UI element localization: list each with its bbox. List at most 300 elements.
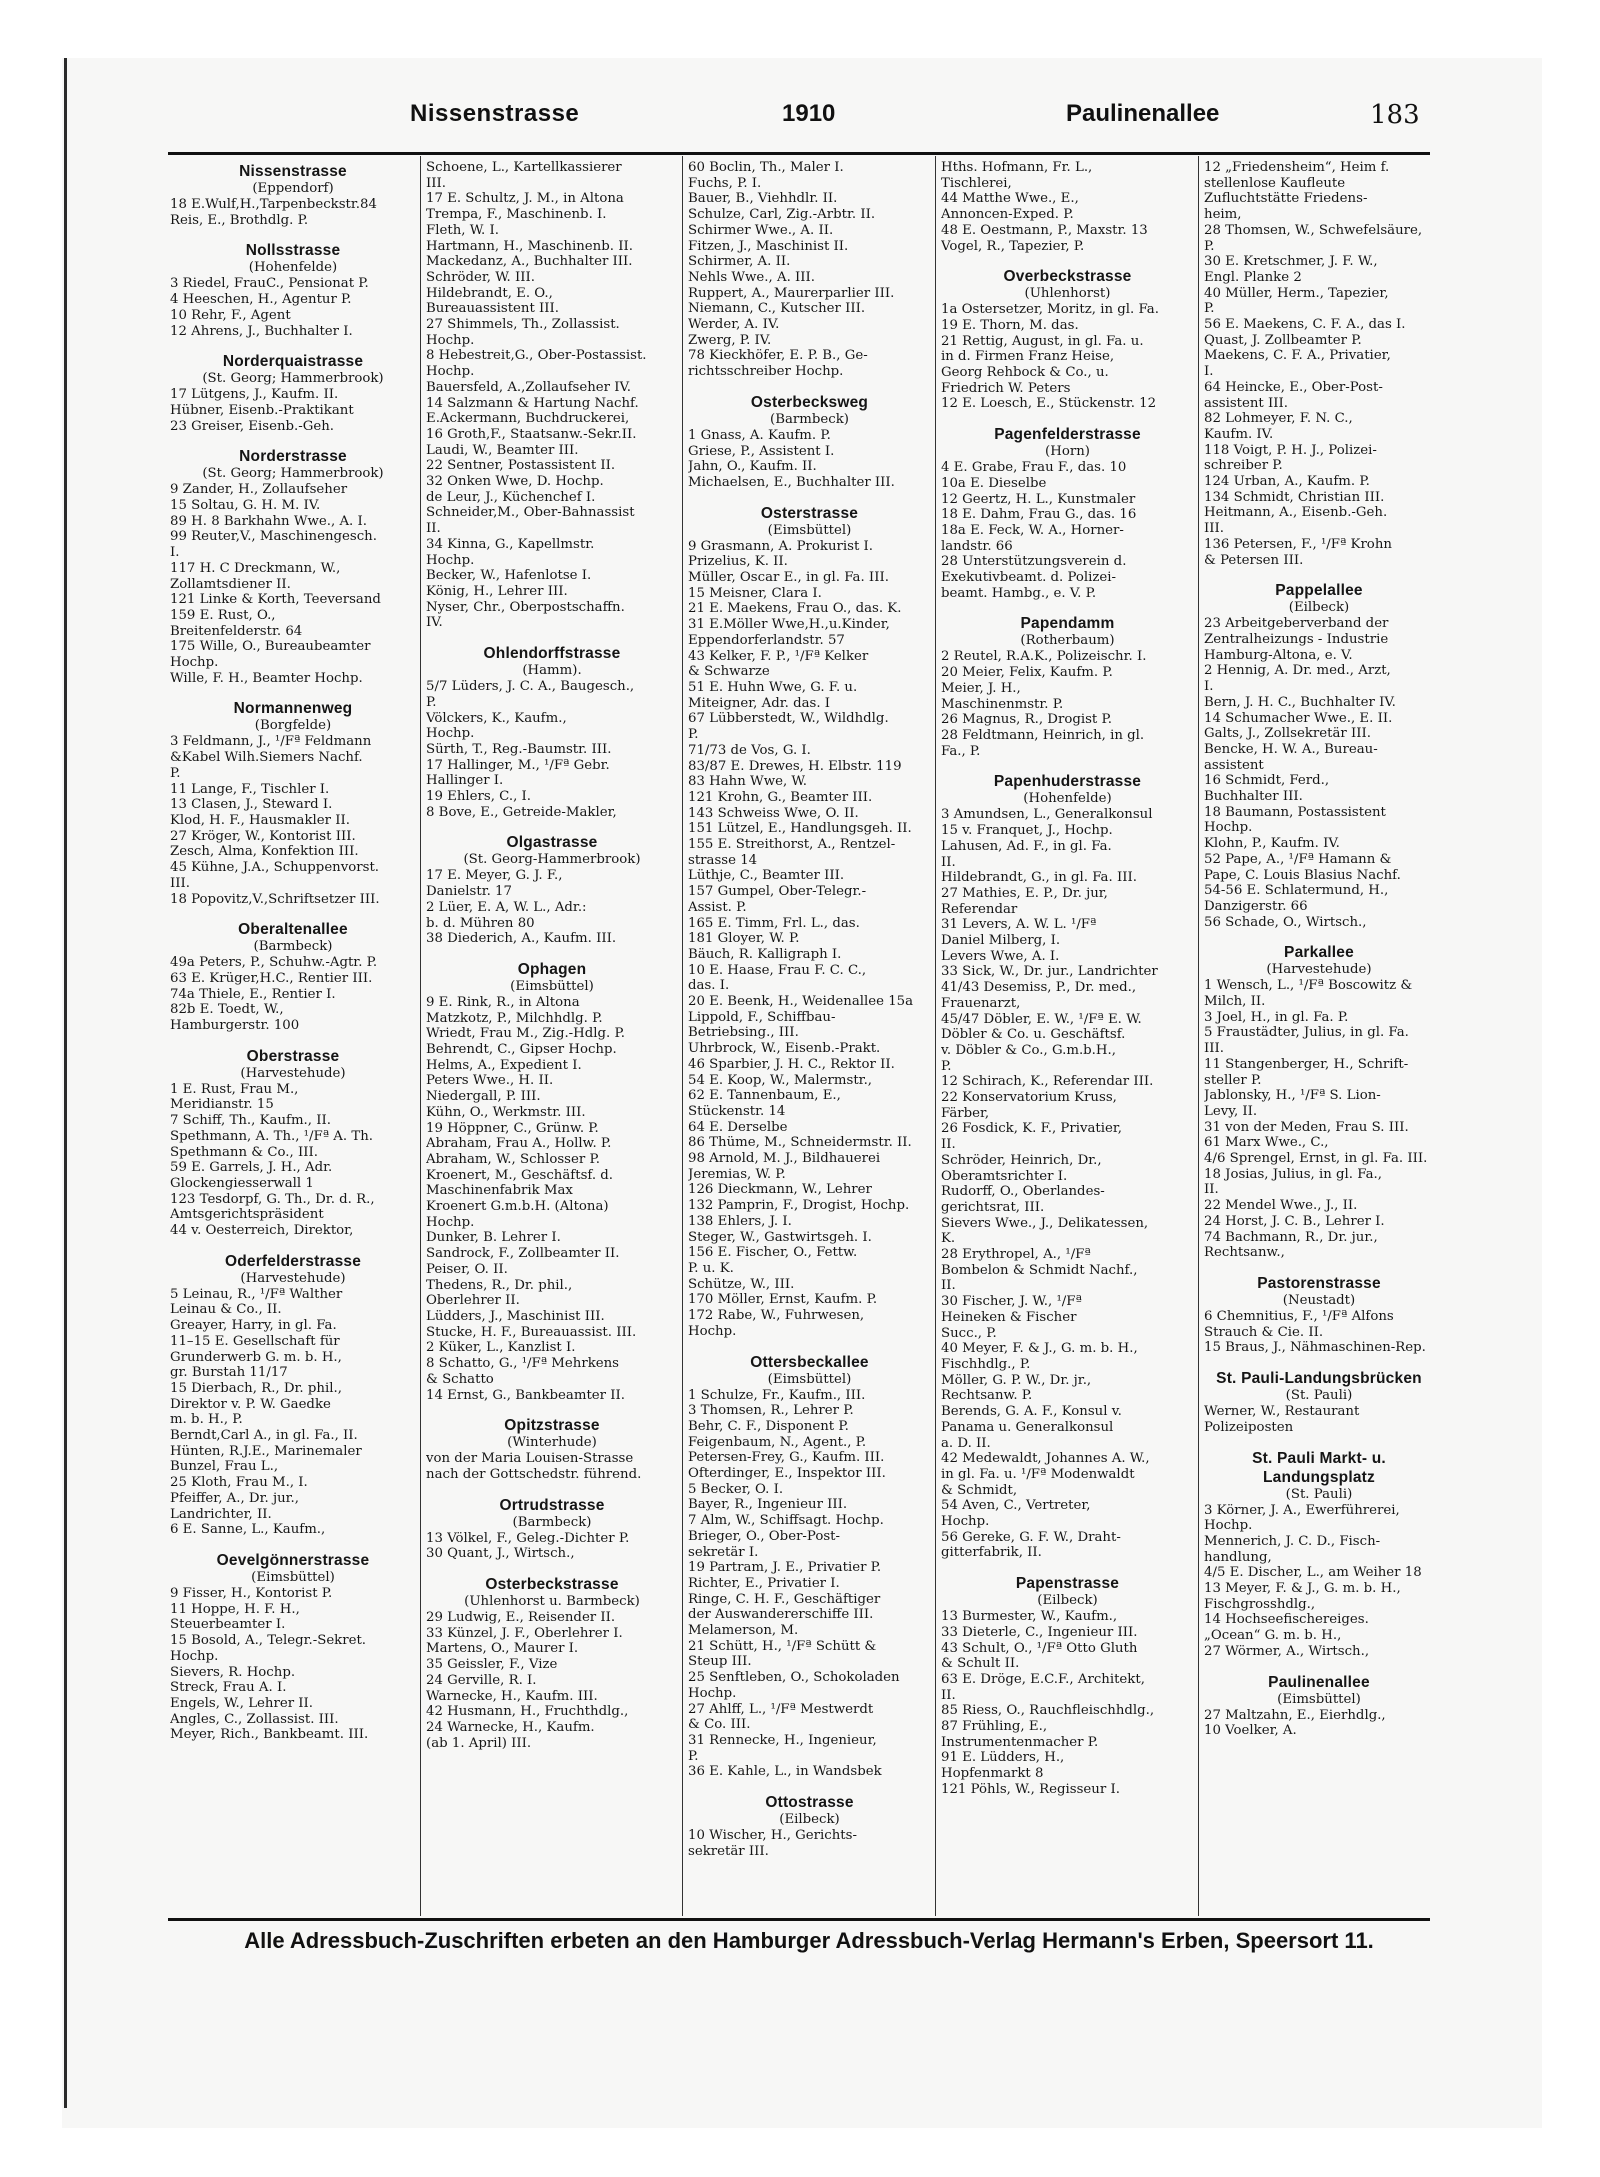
resident-entry: Hallinger I. [426, 773, 504, 789]
resident-entry: Feigenbaum, N., Agent., P. [688, 1434, 867, 1450]
resident-entry: 44 Matthe Wwe., E., [941, 191, 1079, 207]
resident-entry: Pape, C. Louis Blasius Nachf. [1204, 867, 1401, 883]
resident-entry: 9 E. Rink, R., in Altona [426, 994, 580, 1010]
resident-entry: König, H., Lehrer III. [426, 583, 568, 599]
district-label: (Winterhude) [507, 1435, 597, 1451]
resident-entry: Steuerbeamter I. [170, 1617, 286, 1633]
resident-entry: Glockengiesserwall 1 [170, 1175, 314, 1191]
resident-entry: Hartmann, H., Maschinenb. II. [426, 238, 633, 254]
resident-entry: 52 Pape, A., ¹/Fª Hamann & [1204, 851, 1392, 867]
resident-entry: Michaelsen, E., Buchhalter III. [688, 474, 895, 490]
resident-entry: 17 E. Meyer, G. J. F., [426, 868, 563, 884]
district-label: (Eppendorf) [252, 181, 334, 196]
resident-entry: Meridianstr. 15 [170, 1097, 274, 1113]
resident-entry: 12 Ahrens, J., Buchhalter I. [170, 323, 353, 339]
resident-entry: P. [941, 1058, 952, 1074]
resident-entry: 18 Josias, Julius, in gl. Fa., [1204, 1166, 1382, 1182]
resident-entry: Danzigerstr. 66 [1204, 898, 1308, 914]
running-head-left: Nissenstrasse [410, 100, 580, 127]
district-label: (Eilbeck) [779, 1812, 840, 1828]
resident-entry: 2 Lüer, E. A, W. L., Adr.: [426, 899, 587, 915]
resident-entry: 2 Reutel, R.A.K., Polizeischr. I. [941, 649, 1147, 665]
resident-entry: Quast, J. Zollbeamter P. [1204, 332, 1362, 348]
resident-entry: 8 Hebestreit,G., Ober-Postassist. [426, 348, 647, 364]
resident-entry: 11 Lange, F., Tischler I. [170, 781, 330, 797]
resident-entry: 40 Meyer, F. & J., G. m. b. H., [941, 1341, 1138, 1357]
resident-entry: Engels, W., Lehrer II. [170, 1695, 314, 1711]
resident-entry: 41/43 Desemiss, P., Dr. med., [941, 980, 1137, 996]
resident-entry: 28 Thomsen, W., Schwefelsäure, [1204, 222, 1423, 238]
resident-entry: Meyer, Rich., Bankbeamt. III. [170, 1727, 369, 1743]
resident-entry: 5 Becker, O. I. [688, 1481, 784, 1497]
resident-entry: Trempa, F., Maschinenb. I. [426, 207, 607, 223]
running-head-right: Paulinenallee [1066, 100, 1220, 127]
resident-entry: & Schwarze [688, 664, 770, 680]
resident-entry: 8 Bove, E., Getreide-Makler, [426, 804, 617, 820]
street-heading: Pappelallee [1275, 582, 1363, 600]
resident-entry: 28 Unterstützungsverein d. [941, 554, 1127, 570]
resident-entry: 11–15 E. Gesellschaft für [170, 1333, 340, 1349]
resident-entry: 64 Heincke, E., Ober-Post- [1204, 379, 1383, 395]
resident-entry: 33 Sick, W., Dr. jur., Landrichter [941, 964, 1158, 980]
resident-entry: 15 Dierbach, R., Dr. phil., [170, 1380, 342, 1396]
resident-entry: Polizeiposten [1204, 1419, 1294, 1435]
resident-entry: 31 Levers, A. W. L. ¹/Fª [941, 917, 1097, 933]
district-label: (Harvestehude) [240, 1065, 346, 1081]
resident-entry: Abraham, W., Schlosser P. [426, 1151, 600, 1167]
resident-entry: Thedens, R., Dr. phil., [426, 1277, 573, 1293]
resident-entry: 40 Müller, Herm., Tapezier, [1204, 285, 1389, 301]
resident-entry: 4/6 Sprengel, Ernst, in gl. Fa. III. [1204, 1151, 1428, 1167]
resident-entry: 67 Lübberstedt, W., Wildhdlg. [688, 711, 889, 727]
resident-entry: Hochp. [426, 726, 475, 742]
resident-entry: 29 Ludwig, E., Reisender II. [426, 1610, 616, 1626]
resident-entry: 74 Bachmann, R., Dr. jur., [1204, 1229, 1378, 1245]
resident-entry: 7 Alm, W., Schiffsagt. Hochp. [688, 1513, 884, 1529]
resident-entry: Heineken & Fischer [941, 1309, 1077, 1325]
resident-entry: Zwerg, P. IV. [688, 332, 772, 348]
resident-entry: das. I. [688, 978, 730, 994]
resident-entry: Hochp. [688, 1323, 737, 1339]
resident-entry: E.Ackermann, Buchdruckerei, [426, 411, 630, 427]
header-rule [168, 152, 1430, 155]
resident-entry: II. [941, 1137, 956, 1153]
resident-entry: 18 Baumann, Postassistent [1204, 804, 1386, 820]
district-label: (Eimsbüttel) [767, 522, 852, 538]
street-heading: Ottersbeckallee [750, 1353, 869, 1371]
street-heading: Papenstrasse [1015, 1575, 1120, 1593]
resident-entry: Schulze, Carl, Zig.-Arbtr. II. [688, 207, 876, 223]
resident-entry: 134 Schmidt, Christian III. [1204, 489, 1385, 505]
resident-entry: de Leur, J., Küchenchef I. [426, 489, 596, 505]
resident-entry: Fuchs, P. I. [688, 175, 762, 191]
resident-entry: Stückenstr. 14 [688, 1103, 786, 1119]
resident-entry: 59 E. Garrels, J. H., Adr. [170, 1160, 333, 1176]
resident-entry: 136 Petersen, F., ¹/Fª Krohn [1204, 536, 1392, 552]
resident-entry: 45 Kühne, J.A., Schuppenvorst. [170, 860, 380, 876]
resident-entry: 27 Wörmer, A., Wirtsch., [1204, 1643, 1370, 1659]
resident-entry: Bäuch, R. Kalligraph I. [688, 946, 842, 962]
resident-entry: Ringe, C. H. F., Geschäftiger [688, 1591, 881, 1607]
resident-entry: III. [1204, 1041, 1224, 1057]
resident-entry: Zentralheizungs - Industrie [1204, 631, 1389, 647]
street-heading: Ophagen [517, 960, 587, 978]
resident-entry: & Petersen III. [1204, 552, 1304, 568]
resident-entry: I. [170, 545, 180, 561]
resident-entry: Hildebrandt, E. O., [426, 285, 553, 301]
district-label: (Eimsbüttel) [1277, 1691, 1361, 1707]
resident-entry: 22 Mendel Wwe., J., II. [1204, 1198, 1358, 1214]
directory-column-5 [1204, 160, 1434, 1916]
resident-entry: 33 Künzel, J. F., Oberlehrer I. [426, 1625, 623, 1641]
resident-entry: 32 Onken Wwe, D. Hochp. [426, 474, 604, 490]
resident-entry: 74a Thiele, E., Rentier I. [170, 986, 336, 1002]
resident-entry: 43 Schult, O., ¹/Fª Otto Gluth [941, 1640, 1138, 1656]
resident-entry: Referendar [941, 901, 1018, 917]
resident-entry: Engl. Planke 2 [1204, 269, 1302, 285]
resident-entry: 45/47 Döbler, E. W., ¹/Fª E. W. [941, 1011, 1142, 1027]
directory-column-4 [941, 160, 1194, 1916]
resident-entry: P. [426, 694, 437, 710]
resident-entry: P. [1204, 238, 1215, 254]
resident-entry: 21 Schütt, H., ¹/Fª Schütt & [688, 1638, 877, 1654]
resident-entry: II. [941, 1687, 956, 1703]
resident-entry: Fleth, W. I. [426, 222, 499, 238]
resident-entry: 63 E. Krüger,H.C., Rentier III. [170, 970, 373, 986]
resident-entry: Becker, W., Hafenlotse I. [426, 568, 592, 584]
resident-entry: 143 Schweiss Wwe, O. II. [688, 805, 859, 821]
resident-entry: m. b. H., P. [170, 1412, 243, 1428]
resident-entry: Wille, F. H., Beamter Hochp. [170, 670, 363, 686]
district-label: (Hohenfelde) [248, 260, 338, 276]
resident-entry: 78 Kieckhöfer, E. P. B., Ge- [688, 348, 868, 364]
resident-entry: & Schult II. [941, 1656, 1020, 1672]
district-label: (St. Georg; Hammerbrook) [202, 466, 384, 482]
resident-entry: 170 Möller, Ernst, Kaufm. P. [688, 1292, 878, 1308]
resident-entry: 13 Völkel, F., Geleg.-Dichter P. [426, 1530, 630, 1546]
resident-entry: Rechtsanw. P. [941, 1388, 1033, 1404]
district-label: (Rotherbaum) [1020, 633, 1115, 649]
resident-entry: Zufluchtstätte Friedens- [1204, 191, 1368, 207]
resident-entry: 181 Gloyer, W. P. [688, 931, 800, 947]
resident-entry: 12 „Friedensheim“, Heim f. [1204, 160, 1390, 175]
resident-entry: Hochp. [426, 332, 475, 348]
district-label: (Hamm). [522, 663, 582, 679]
resident-entry: Hths. Hofmann, Fr. L., [941, 160, 1093, 175]
resident-entry: Zesch, Alma, Konfektion III. [170, 844, 359, 860]
street-heading: Osterbecksweg [750, 393, 869, 411]
resident-entry: (ab 1. April) III. [426, 1735, 532, 1751]
resident-entry: assistent [1204, 757, 1264, 773]
running-head-year: 1910 [782, 100, 836, 127]
resident-entry: 121 Krohn, G., Beamter III. [688, 789, 873, 805]
resident-entry: Heitmann, A., Eisenb.-Geh. [1204, 505, 1388, 521]
street-heading: Ohlendorffstrasse [483, 645, 621, 663]
resident-entry: steller P. [1204, 1072, 1262, 1088]
resident-entry: Bunzel, Frau L., [170, 1459, 279, 1475]
resident-entry: 121 Linke & Korth, Teeversand [170, 592, 381, 608]
resident-entry: Buchhalter III. [1204, 789, 1303, 805]
resident-entry: 31 Rennecke, H., Ingenieur, [688, 1732, 877, 1748]
resident-entry: Hochp. [688, 1685, 737, 1701]
resident-entry: I. [1204, 679, 1214, 695]
resident-entry: Petersen-Frey, G., Kaufm. III. [688, 1450, 885, 1466]
resident-entry: 43 Kelker, F. P., ¹/Fª Kelker [688, 648, 869, 664]
resident-entry: 87 Frühling, E., [941, 1719, 1048, 1735]
resident-entry: Tischlerei, [941, 175, 1012, 191]
district-label: (Eimsbüttel) [251, 1570, 335, 1585]
resident-entry: 16 Groth,F., Staatsanw.-Sekr.II. [426, 426, 637, 442]
resident-entry: Oberamtsrichter I. [941, 1168, 1068, 1184]
resident-entry: 12 E. Loesch, E., Stückenstr. 12 [941, 396, 1157, 412]
resident-entry: 61 Marx Wwe., C., [1204, 1135, 1329, 1151]
street-heading: Papendamm [1020, 615, 1115, 633]
resident-entry: 3 Feldmann, J., ¹/Fª Feldmann [170, 734, 372, 750]
resident-entry: 155 E. Streithorst, A., Rentzel- [688, 837, 896, 853]
resident-entry: 126 Dieckmann, W., Lehrer [688, 1182, 872, 1198]
resident-entry: 14 Schumacher Wwe., E. II. [1204, 710, 1393, 726]
resident-entry: 15 Meisner, Clara I. [688, 585, 822, 601]
resident-entry: Vogel, R., Tapezier, P. [941, 238, 1085, 254]
resident-entry: 13 Burmester, W., Kaufm., [941, 1609, 1118, 1625]
resident-entry: Laudi, W., Beamter III. [426, 442, 579, 458]
resident-entry: Daniel Milberg, I. [941, 933, 1061, 949]
resident-entry: I. [1204, 364, 1214, 380]
resident-entry: strasse 14 [688, 852, 758, 868]
resident-entry: Leinau & Co., II. [170, 1302, 282, 1318]
resident-entry: 157 Gumpel, Ober-Telegr.- [688, 884, 867, 900]
resident-entry: 54 Aven, C., Vertreter, [941, 1498, 1091, 1514]
resident-entry: 31 von der Meden, Frau S. III. [1204, 1119, 1409, 1135]
resident-entry: 10 Voelker, A. [1204, 1723, 1297, 1739]
resident-entry: heim, [1204, 207, 1242, 223]
resident-entry: 27 Maltzahn, E., Eierhdlg., [1204, 1707, 1386, 1723]
resident-entry: 159 E. Rust, O., [170, 607, 276, 623]
resident-entry: 33 Dieterle, C., Ingenieur III. [941, 1624, 1138, 1640]
resident-entry: 3 Joel, H., in gl. Fa. P. [1204, 1009, 1349, 1025]
district-label: (Barmbeck) [770, 411, 849, 427]
resident-entry: 4/5 E. Discher, L., am Weiher 18 [1204, 1565, 1422, 1581]
resident-entry: 16 Schmidt, Ferd., [1204, 773, 1330, 789]
resident-entry: Schirmer Wwe., A. II. [688, 222, 834, 238]
resident-entry: P. [688, 727, 699, 743]
street-heading: Nissenstrasse [239, 163, 347, 180]
resident-entry: 27 Shimmels, Th., Zollassist. [426, 317, 620, 333]
resident-entry: Sievers Wwe., J., Delikatessen, [941, 1215, 1149, 1231]
resident-entry: 123 Tesdorpf, G. Th., Dr. d. R., [170, 1191, 375, 1207]
resident-entry: IV. [426, 615, 443, 631]
resident-entry: 14 Hochseefischereiges. [1204, 1612, 1369, 1628]
directory-column-3 [688, 160, 931, 1916]
district-label: (St. Georg-Hammerbrook) [463, 852, 641, 868]
resident-entry: 14 Ernst, G., Bankbeamter II. [426, 1387, 625, 1403]
resident-entry: 2 Hennig, A. Dr. med., Arzt, [1204, 663, 1391, 679]
resident-entry: in gl. Fa. u. ¹/Fª Modenwaldt [941, 1466, 1135, 1482]
resident-entry: Kroenert G.m.b.H. (Altona) [426, 1199, 609, 1215]
resident-entry: Annoncen-Exped. P. [941, 207, 1074, 223]
resident-entry: 23 Greiser, Eisenb.-Geh. [170, 418, 335, 434]
resident-entry: sekretär III. [688, 1843, 769, 1859]
resident-entry: Nehls Wwe., A. III. [688, 269, 816, 285]
resident-entry: 118 Voigt, P. H. J., Polizei- [1204, 442, 1377, 458]
resident-entry: Grunderwerb G. m. b. H., [170, 1349, 342, 1365]
resident-entry: 89 H. 8 Barkhahn Wwe., A. I. [170, 513, 367, 529]
resident-entry: 4 E. Grabe, Frau F., das. 10 [941, 460, 1127, 476]
resident-entry: Schröder, W. III. [426, 269, 535, 285]
street-heading: Pagenfelderstrasse [994, 426, 1141, 444]
resident-entry: 22 Sentner, Postassistent II. [426, 458, 616, 474]
resident-entry: Fischgrosshdlg., [1204, 1596, 1316, 1612]
resident-entry: 9 Zander, H., Zollaufseher [170, 482, 348, 498]
resident-entry: Exekutivbeamt. d. Polizei- [941, 570, 1117, 586]
resident-entry: Bombelon & Schmidt Nachf., [941, 1262, 1138, 1278]
resident-entry: 26 Magnus, R., Drogist P. [941, 712, 1112, 728]
directory-column-2 [426, 160, 678, 1916]
resident-entry: 17 Lütgens, J., Kaufm. II. [170, 387, 339, 403]
resident-entry: a. D. II. [941, 1435, 991, 1451]
street-heading: Normannenweg [233, 700, 353, 718]
resident-entry: „Ocean“ G. m. b. H., [1204, 1628, 1342, 1644]
publisher-notice: Alle Adressbuch-Zuschriften erbeten an den Hamburger Adressbuch-Verlag Hermann's Erben, Speersort 11. [244, 1928, 1374, 1953]
resident-entry: Spethmann, A. Th., ¹/Fª A. Th. [170, 1128, 373, 1144]
resident-entry: Stucke, H. F., Bureauassist. III. [426, 1324, 637, 1340]
resident-entry: Mackedanz, A., Buchhalter III. [426, 254, 633, 270]
resident-entry: 51 E. Huhn Wwe, G. F. u. [688, 679, 858, 695]
district-label: (Eilbeck) [1288, 600, 1350, 616]
resident-entry: Streck, Frau A. I. [170, 1680, 287, 1696]
resident-entry: & Co. III. [688, 1717, 751, 1733]
resident-entry: 27 Ahlff, L., ¹/Fª Mestwerdt [688, 1701, 874, 1717]
resident-entry: 6 E. Sanne, L., Kaufm., [170, 1522, 326, 1538]
directory-column-1 [170, 160, 416, 1916]
resident-entry: 172 Rabe, W., Fuhrwesen, [688, 1308, 865, 1324]
column-divider [1198, 156, 1199, 1916]
resident-entry: Helms, A., Expedient I. [426, 1057, 582, 1073]
resident-entry: 30 E. Kretschmer, J. F. W., [1204, 254, 1378, 270]
resident-entry: Bencke, H. W. A., Bureau- [1204, 741, 1378, 757]
resident-entry: Miteigner, Adr. das. I [688, 695, 831, 711]
resident-entry: 18 E.Wulf,H.,Tarpenbeckstr.84 [170, 197, 377, 212]
resident-entry: 165 E. Timm, Frl. L., das. [688, 915, 860, 931]
resident-entry: Hochp. [941, 1514, 990, 1530]
street-heading: Ortrudstrasse [499, 1496, 605, 1514]
resident-entry: 3 Thomsen, R., Lehrer P. [688, 1403, 854, 1419]
resident-entry: Uhrbrock, W., Eisenb.-Prakt. [688, 1041, 881, 1057]
resident-entry: Behrendt, C., Gipser Hochp. [426, 1042, 617, 1058]
resident-entry: Direktor v. P. W. Gaedke [170, 1396, 331, 1412]
resident-entry: 12 Schirach, K., Referendar III. [941, 1074, 1154, 1090]
resident-entry: 25 Kloth, Frau M., I. [170, 1475, 308, 1491]
resident-entry: 56 Gereke, G. F. W., Draht- [941, 1529, 1121, 1545]
resident-entry: 18 Popovitz,V.,Schriftsetzer III. [170, 891, 380, 907]
resident-entry: 28 Erythropel, A., ¹/Fª [941, 1247, 1091, 1263]
resident-entry: Instrumentenmacher P. [941, 1734, 1099, 1750]
resident-entry: P. u. K. [688, 1261, 734, 1276]
resident-entry: Warnecke, H., Kaufm. III. [426, 1688, 598, 1704]
resident-entry: assistent III. [1204, 395, 1288, 411]
street-heading: Overbeckstrasse [1003, 268, 1132, 286]
resident-entry: & Schmidt, [941, 1482, 1018, 1498]
resident-entry: Behr, C. F., Disponent P. [688, 1418, 849, 1434]
resident-entry: 24 Warnecke, H., Kaufm. [426, 1719, 595, 1735]
resident-entry: Müller, Oscar E., in gl. Fa. III. [688, 570, 889, 586]
resident-entry: v. Döbler & Co., G.m.b.H., [941, 1042, 1116, 1058]
resident-entry: 19 E. Thorn, M. das. [941, 317, 1079, 333]
resident-entry: III. [426, 175, 446, 191]
resident-entry: Friedrich W. Peters [941, 380, 1071, 396]
resident-entry: Werder, A. IV. [688, 317, 780, 333]
resident-entry: Lüdders, J., Maschinist III. [426, 1309, 605, 1324]
resident-entry: 46 Sparbier, J. H. C., Rektor II. [688, 1056, 895, 1072]
resident-entry: 85 Riess, O., Rauchfleischhdlg., [941, 1703, 1155, 1719]
resident-entry: Prizelius, K. II. [688, 554, 788, 570]
resident-entry: &Kabel Wilh.Siemers Nachf. [170, 750, 363, 766]
resident-entry: 156 E. Fischer, O., Fettw. [688, 1245, 858, 1261]
resident-entry: Hopfenmarkt 8 [941, 1766, 1044, 1782]
resident-entry: 25 Senftleben, O., Schokoladen [688, 1670, 900, 1686]
resident-entry: Eppendorferlandstr. 57 [688, 632, 845, 648]
resident-entry: Hochp. [170, 1648, 219, 1664]
resident-entry: P. [170, 765, 181, 781]
resident-entry: 86 Thüme, M., Schneidermstr. II. [688, 1135, 912, 1151]
resident-entry: 3 Körner, J. A., Ewerführerei, [1204, 1502, 1400, 1518]
resident-entry: 19 Partram, J. E., Privatier P. [688, 1560, 882, 1576]
resident-entry: Zollamtsdiener II. [170, 576, 291, 592]
resident-entry: Angles, C., Zollassist. III. [170, 1711, 339, 1727]
resident-entry: II. [941, 1278, 956, 1294]
resident-entry: Hamburg-Altona, e. V. [1204, 647, 1353, 663]
resident-entry: 34 Kinna, G., Kapellmstr. [426, 536, 595, 552]
resident-entry: 60 Boclin, Th., Maler I. [688, 160, 844, 175]
resident-entry: 8 Schatto, G., ¹/Fª Mehrkens [426, 1356, 620, 1372]
resident-entry: Steger, W., Gastwirtsgeh. I. [688, 1229, 872, 1245]
resident-entry: 83 Hahn Wwe, W. [688, 774, 807, 790]
resident-entry: 12 Geertz, H. L., Kunstmaler [941, 491, 1136, 507]
district-label: (St. Pauli) [1285, 1388, 1353, 1404]
resident-entry: 11 Stangenberger, H., Schrift- [1204, 1056, 1409, 1072]
resident-entry: Jablonsky, H., ¹/Fª S. Lion- [1204, 1088, 1381, 1104]
resident-entry: 35 Geissler, F., Vize [426, 1657, 558, 1673]
resident-entry: Richter, E., Privatier I. [688, 1575, 840, 1591]
resident-entry: 27 Kröger, W., Kontorist III. [170, 828, 356, 844]
resident-entry: Bauer, B., Viehhdlr. II. [688, 191, 838, 207]
resident-entry: Levers Wwe, A. I. [941, 948, 1060, 964]
resident-entry: Peters Wwe., H. II. [426, 1073, 554, 1089]
resident-entry: 19 Ehlers, C., I. [426, 789, 532, 805]
resident-entry: Berends, G. A. F., Konsul v. [941, 1404, 1122, 1420]
resident-entry: 21 E. Maekens, Frau O., das. K. [688, 601, 902, 617]
resident-entry: 64 E. Derselbe [688, 1119, 788, 1135]
resident-entry: 5/7 Lüders, J. C. A., Baugesch., [426, 679, 635, 695]
resident-entry: gerichtsrat, III. [941, 1199, 1045, 1215]
resident-entry: der Auswandererschiffe III. [688, 1607, 874, 1623]
street-heading: Norderstrasse [239, 448, 347, 466]
resident-entry: Milch, II. [1204, 994, 1266, 1010]
resident-entry: Schröder, Heinrich, Dr., [941, 1152, 1102, 1168]
resident-entry: Sürth, T., Reg.-Baumstr. III. [426, 741, 612, 757]
resident-entry: 3 Amundsen, L., Generalkonsul [941, 807, 1153, 823]
district-label: (Borgfelde) [254, 718, 332, 734]
resident-entry: gr. Burstah 11/17 [170, 1365, 288, 1381]
resident-entry: Klohn, P., Kaufm. IV. [1204, 836, 1340, 852]
resident-entry: Griese, P., Assistent I. [688, 443, 835, 459]
resident-entry: landstr. 66 [941, 538, 1013, 554]
resident-entry: nach der Gottschedstr. führend. [426, 1466, 642, 1482]
resident-entry: Panama u. Generalkonsul [941, 1419, 1114, 1435]
resident-entry: Nyser, Chr., Oberpostschaffn. [426, 599, 625, 615]
resident-entry: 138 Ehlers, J. I. [688, 1213, 792, 1229]
binding-edge [64, 58, 67, 2108]
